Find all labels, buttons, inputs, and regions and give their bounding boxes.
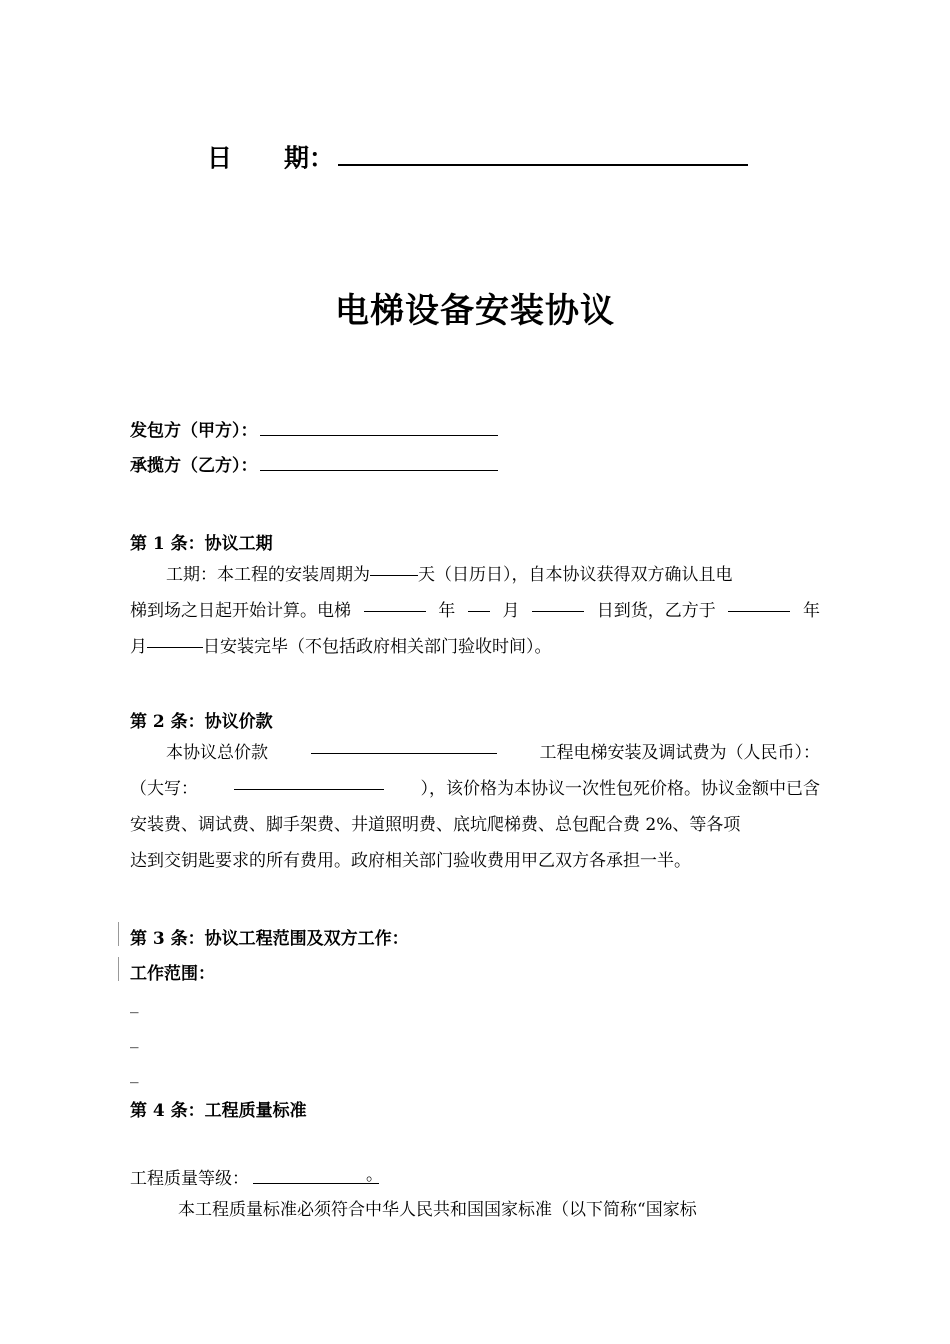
article-1-line-2 — [130, 593, 820, 629]
article-2-line-2 — [130, 771, 820, 807]
text-span: 天（日历日），自本协议获得双方确认且电 — [418, 565, 733, 585]
finish-year-blank[interactable] — [728, 593, 790, 612]
change-bar — [118, 957, 119, 981]
text-span: 工程电梯安装及调试费为（人民币）： — [539, 743, 820, 763]
text-span: 梯到场之日起开始计算。电梯 — [130, 601, 351, 621]
change-bar — [118, 922, 119, 946]
text-span: 年 — [438, 601, 456, 621]
party-a-line — [130, 416, 498, 441]
arrival-day-blank[interactable] — [532, 593, 584, 612]
scope-item-placeholder: _ — [130, 1029, 139, 1049]
date-label-char-2: 期： — [284, 143, 335, 173]
party-a-blank[interactable] — [260, 417, 498, 436]
text-span: 达到交钥匙要求的所有费用。政府相关部门验收费用甲乙双方各承担一半。 — [130, 851, 691, 871]
text-span: 本工程质量标准必须符合中华人民共和国国家标准（以下简称“国家标 — [178, 1200, 697, 1220]
days-blank[interactable] — [370, 557, 418, 576]
text-span: 月 — [502, 601, 520, 621]
arrival-year-blank[interactable] — [364, 593, 426, 612]
party-a-label: 发包方（甲方）： — [130, 421, 258, 441]
text-span: 日安装完毕（不包括政府相关部门验收时间）。 — [203, 637, 552, 657]
text-span: 本协议总价款 — [166, 743, 268, 763]
quality-grade-line — [130, 1164, 383, 1189]
article-3-heading: 第 3 条：协议工程范围及双方工作： — [130, 929, 409, 949]
article-1-line-3 — [130, 629, 820, 665]
work-scope-label: 工作范围： — [130, 964, 215, 984]
article-1-heading: 第 1 条：协议工期 — [130, 534, 273, 554]
party-b-line — [130, 451, 498, 476]
article-4-line-1 — [130, 1192, 820, 1228]
article-2-body — [130, 735, 820, 879]
text-span: 日到货，乙方于 — [596, 601, 716, 621]
article-1-line-1 — [130, 557, 820, 593]
article-2-line-4 — [130, 843, 820, 879]
text-span: 月 — [130, 637, 147, 657]
arrival-month-blank[interactable] — [468, 593, 490, 612]
text-span: 工期：本工程的安装周期为 — [166, 565, 370, 585]
document-title: 电梯设备安装协议 — [335, 291, 615, 331]
party-b-blank[interactable] — [260, 452, 498, 471]
text-span: 安装费、调试费、脚手架费、井道照明费、底坑爬梯费、总包配合费 2%、等各项 — [130, 815, 741, 835]
article-2-line-1 — [130, 735, 820, 771]
date-field — [207, 138, 748, 174]
period-mark: 。 — [366, 1165, 383, 1185]
scope-item-placeholder: _ — [130, 1064, 139, 1084]
article-2-heading: 第 2 条：协议价款 — [130, 712, 273, 732]
total-price-blank[interactable] — [311, 735, 497, 754]
text-span: ），该价格为本协议一次性包死价格。协议金额中已含 — [420, 779, 820, 799]
price-in-words-blank[interactable] — [234, 771, 384, 790]
article-2-line-3 — [130, 807, 820, 843]
date-label-char-1: 日 — [207, 143, 233, 173]
quality-grade-blank[interactable] — [253, 1165, 383, 1185]
quality-grade-label: 工程质量等级： — [130, 1169, 249, 1189]
article-1-body — [130, 557, 820, 665]
scope-item-placeholder: _ — [130, 994, 139, 1014]
party-b-label: 承揽方（乙方）： — [130, 456, 258, 476]
date-blank[interactable] — [338, 138, 748, 166]
text-span: （大写： — [130, 779, 198, 799]
text-span: 年 — [803, 601, 820, 621]
finish-day-blank[interactable] — [147, 629, 203, 648]
article-4-body — [130, 1192, 820, 1228]
article-4-heading: 第 4 条：工程质量标准 — [130, 1101, 307, 1121]
